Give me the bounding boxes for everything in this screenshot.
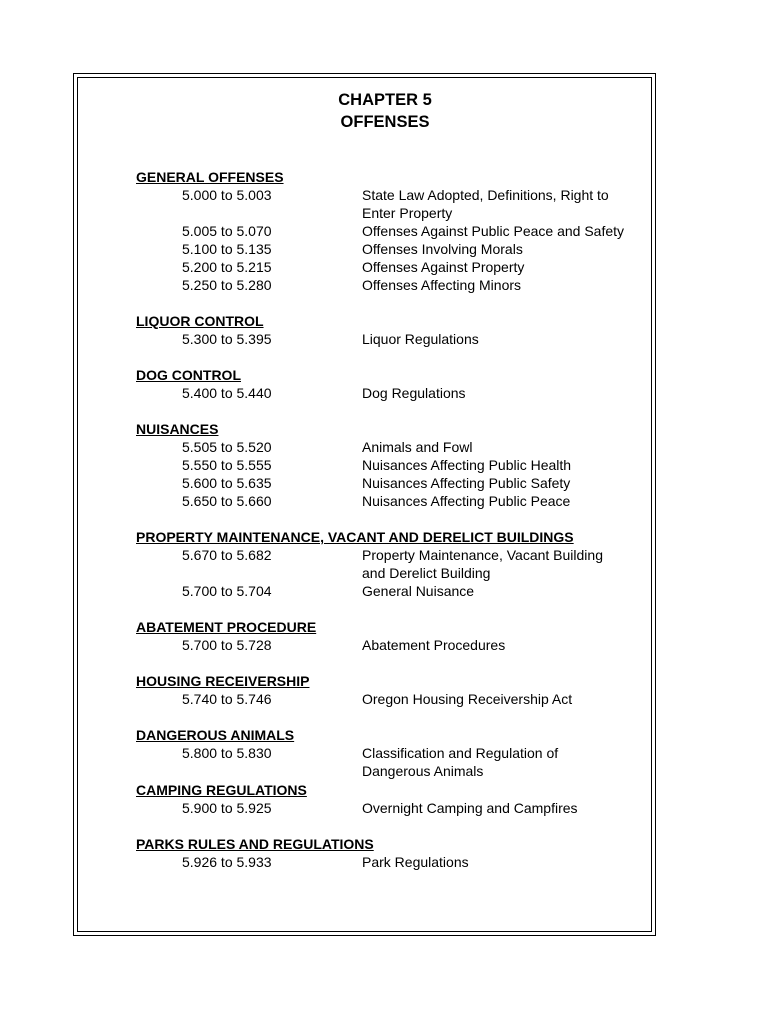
section-range: 5.505 to 5.520 bbox=[182, 439, 272, 455]
section-description: General Nuisance bbox=[362, 583, 475, 599]
section-description: Park Regulations bbox=[362, 854, 469, 870]
section-description: Offenses Against Public Peace and Safety bbox=[362, 223, 625, 239]
section-description: Offenses Involving Morals bbox=[362, 241, 523, 257]
section-range: 5.800 to 5.830 bbox=[182, 745, 272, 761]
section-range: 5.300 to 5.395 bbox=[182, 331, 272, 347]
section-description: Nuisances Affecting Public Safety bbox=[362, 475, 571, 491]
section-heading-dog-control: DOG CONTROL bbox=[136, 367, 241, 383]
section-range: 5.100 to 5.135 bbox=[182, 241, 272, 257]
section-range: 5.650 to 5.660 bbox=[182, 493, 272, 509]
section-range: 5.000 to 5.003 bbox=[182, 187, 272, 203]
section-range: 5.670 to 5.682 bbox=[182, 547, 272, 563]
section-range: 5.700 to 5.704 bbox=[182, 583, 272, 599]
section-heading-nuisances: NUISANCES bbox=[136, 421, 219, 437]
section-description: Property Maintenance, Vacant Building bbox=[362, 547, 603, 563]
section-range: 5.600 to 5.635 bbox=[182, 475, 272, 491]
section-heading-abatement-procedure: ABATEMENT PROCEDURE bbox=[136, 619, 317, 635]
section-description: Overnight Camping and Campfires bbox=[362, 800, 578, 816]
section-description: and Derelict Building bbox=[362, 565, 491, 581]
section-heading-dangerous-animals: DANGEROUS ANIMALS bbox=[136, 727, 295, 743]
chapter-subtitle: OFFENSES bbox=[340, 113, 430, 131]
section-description: Nuisances Affecting Public Peace bbox=[362, 493, 571, 509]
section-heading-property-maintenance: PROPERTY MAINTENANCE, VACANT AND DERELICT BUILDINGS bbox=[136, 529, 574, 545]
section-range: 5.700 to 5.728 bbox=[182, 637, 272, 653]
section-range: 5.400 to 5.440 bbox=[182, 385, 272, 401]
section-range: 5.200 to 5.215 bbox=[182, 259, 272, 275]
section-heading-housing-receivership: HOUSING RECEIVERSHIP bbox=[136, 673, 310, 689]
section-description: Animals and Fowl bbox=[362, 439, 473, 455]
section-description: Dog Regulations bbox=[362, 385, 466, 401]
section-description: Offenses Against Property bbox=[362, 259, 525, 275]
section-heading-general-offenses: GENERAL OFFENSES bbox=[136, 169, 284, 185]
section-range: 5.005 to 5.070 bbox=[182, 223, 272, 239]
section-description: Offenses Affecting Minors bbox=[362, 277, 522, 293]
section-description: Classification and Regulation of bbox=[362, 745, 559, 761]
section-heading-liquor-control: LIQUOR CONTROL bbox=[136, 313, 264, 329]
section-range: 5.550 to 5.555 bbox=[182, 457, 272, 473]
section-range: 5.900 to 5.925 bbox=[182, 800, 272, 816]
section-description: Abatement Procedures bbox=[362, 637, 506, 653]
section-description: Enter Property bbox=[362, 205, 453, 221]
section-heading-camping-regulations: CAMPING REGULATIONS bbox=[136, 782, 307, 798]
section-range: 5.926 to 5.933 bbox=[182, 854, 272, 870]
section-description: Liquor Regulations bbox=[362, 331, 479, 347]
section-description: Nuisances Affecting Public Health bbox=[362, 457, 572, 473]
section-description: Dangerous Animals bbox=[362, 763, 484, 779]
section-description: State Law Adopted, Definitions, Right to bbox=[362, 187, 609, 203]
section-description: Oregon Housing Receivership Act bbox=[362, 691, 573, 707]
chapter-title: CHAPTER 5 bbox=[338, 91, 432, 109]
section-heading-parks-rules: PARKS RULES AND REGULATIONS bbox=[136, 836, 374, 852]
section-range: 5.740 to 5.746 bbox=[182, 691, 272, 707]
section-range: 5.250 to 5.280 bbox=[182, 277, 272, 293]
